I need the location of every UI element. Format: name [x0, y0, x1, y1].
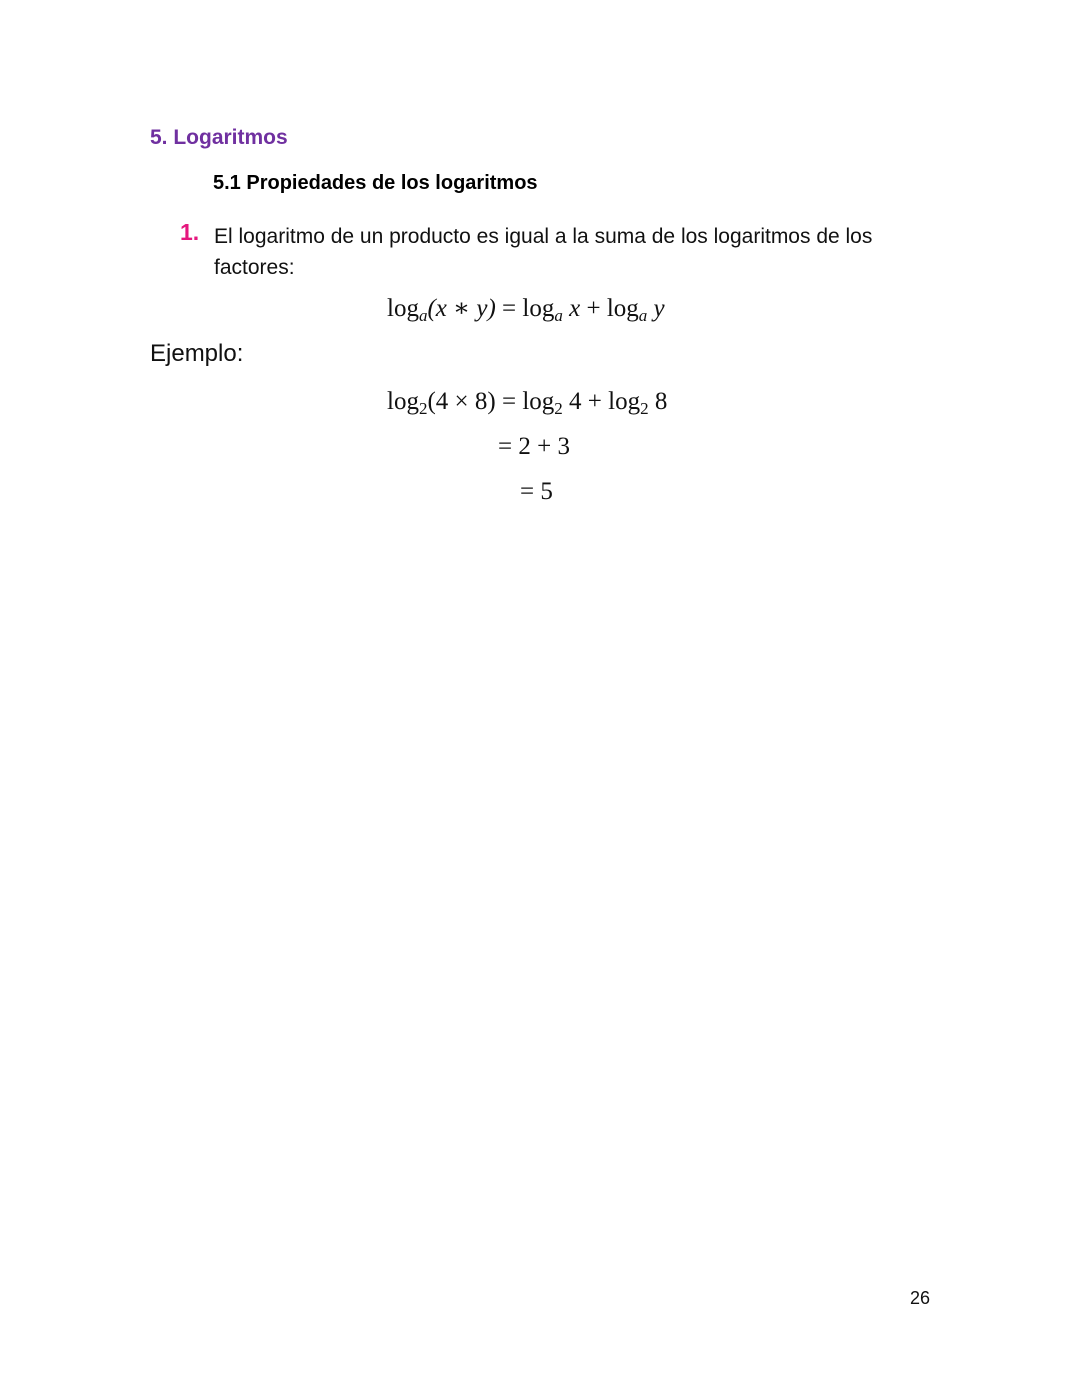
- example-line-3: = 5: [520, 478, 553, 505]
- example-label: Ejemplo:: [150, 340, 244, 367]
- property-description: El logaritmo de un producto es igual a la suma de los logaritmos de los factores:: [214, 225, 873, 279]
- section-title: 5. Logaritmos: [150, 126, 288, 149]
- product-rule-formula: $\log_a(x$ ∗ $y) = \log_a x + \log_a y$: [387, 295, 665, 325]
- example-line-1: $\log_2(4 \times 8) = \log_2 4 + \log_2 8$: [387, 388, 668, 418]
- subsection-title: 5.1 Propiedades de los logaritmos: [213, 172, 538, 194]
- list-item-number: 1.: [180, 219, 200, 245]
- page-number: 26: [910, 1288, 931, 1308]
- example-line-2: = 2 + 3: [498, 433, 570, 460]
